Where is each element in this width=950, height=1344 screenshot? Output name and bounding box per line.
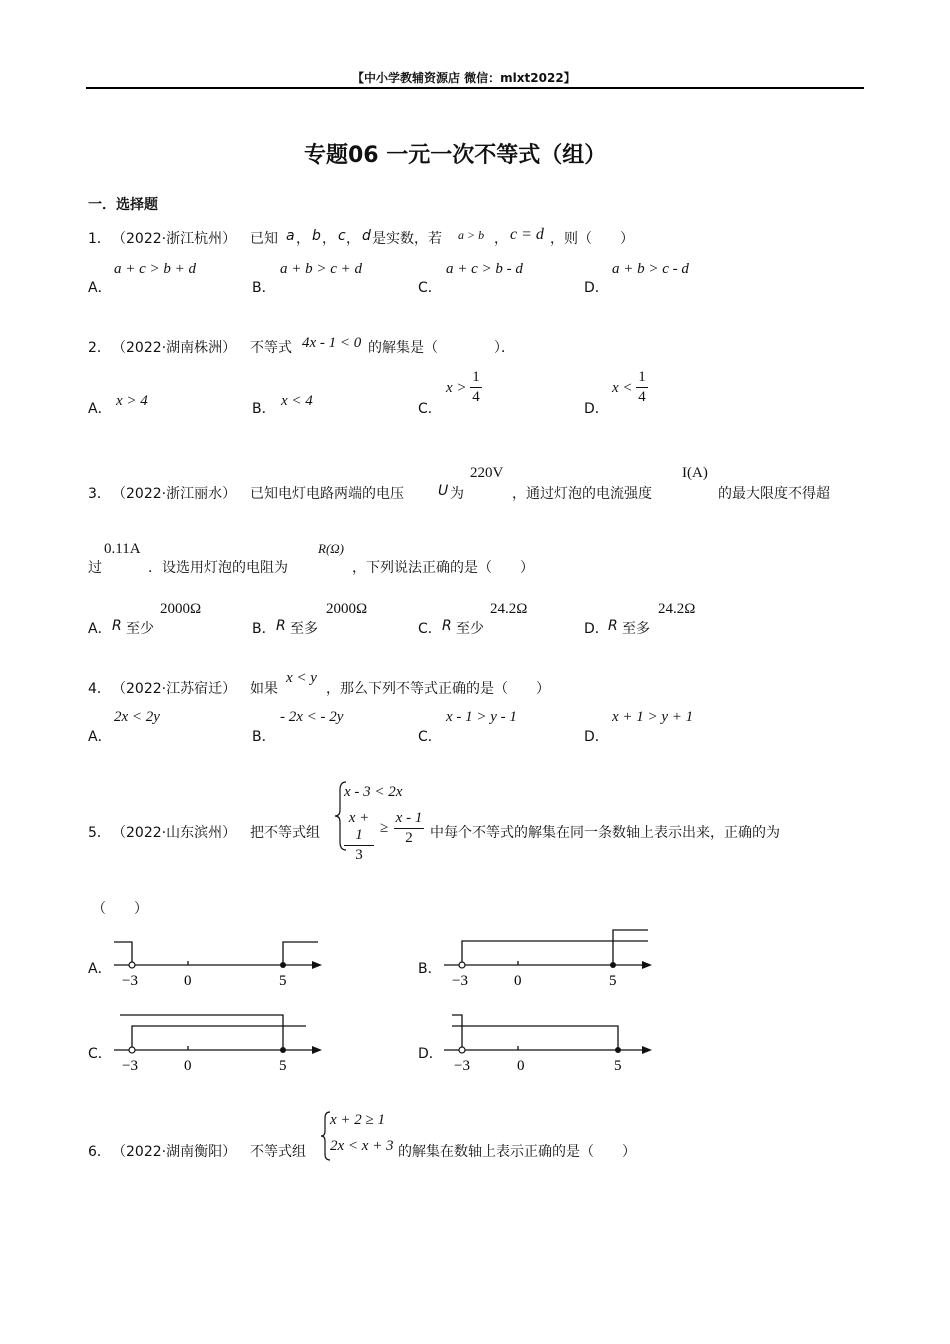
header-rule <box>86 87 864 89</box>
page-title: 专题06 一元一次不等式（组） <box>304 143 607 168</box>
fraction: x + 1 3 <box>344 810 374 864</box>
number-line-b <box>440 925 655 990</box>
question-source: （2022·浙江杭州） <box>112 231 237 247</box>
open-point <box>129 962 135 968</box>
tick-label: −3 <box>122 973 138 989</box>
number-line-a <box>110 935 325 990</box>
closed-point <box>610 962 616 968</box>
tick-label: −3 <box>454 1058 470 1074</box>
number-line-d <box>440 1010 655 1075</box>
question-source: （2022·湖南株洲） <box>112 340 237 356</box>
tick-label: 0 <box>514 973 522 989</box>
option-expr: a + c > b + d <box>114 261 197 277</box>
tick-label: 0 <box>184 1058 192 1074</box>
tick-label: 0 <box>517 1058 525 1074</box>
tick-label: 0 <box>184 973 192 989</box>
tick-label: 5 <box>609 973 617 989</box>
number-line-c <box>110 1010 325 1075</box>
question-number: 1． <box>88 231 111 247</box>
tick-label: −3 <box>122 1058 138 1074</box>
option-expr: a + c > b - d <box>446 261 523 277</box>
option-expr: a + b > c - d <box>612 261 689 277</box>
closed-point <box>280 1047 286 1053</box>
closed-point <box>615 1047 621 1053</box>
fraction: x - 1 2 <box>395 810 423 846</box>
page-header: 【中小学教辅资源店 微信：mlxt2022】 <box>352 71 576 85</box>
option-label: C． <box>418 280 442 296</box>
option-label: D． <box>584 280 609 296</box>
tick-label: −3 <box>452 973 468 989</box>
option-label: A． <box>88 280 112 296</box>
open-point <box>459 962 465 968</box>
fraction: 1 4 <box>470 369 482 406</box>
section-heading: 一．选择题 <box>88 197 158 213</box>
option-expr: a + b > c + d <box>280 261 363 277</box>
question-number: 2． <box>88 340 111 356</box>
option-label: B． <box>252 280 276 296</box>
open-point <box>129 1047 135 1053</box>
fraction: 1 4 <box>636 369 648 406</box>
answer-blank: （ ） <box>92 901 148 917</box>
open-point <box>459 1047 465 1053</box>
tick-label: 5 <box>279 973 287 989</box>
closed-point <box>280 962 286 968</box>
tick-label: 5 <box>279 1058 287 1074</box>
tick-label: 5 <box>614 1058 622 1074</box>
